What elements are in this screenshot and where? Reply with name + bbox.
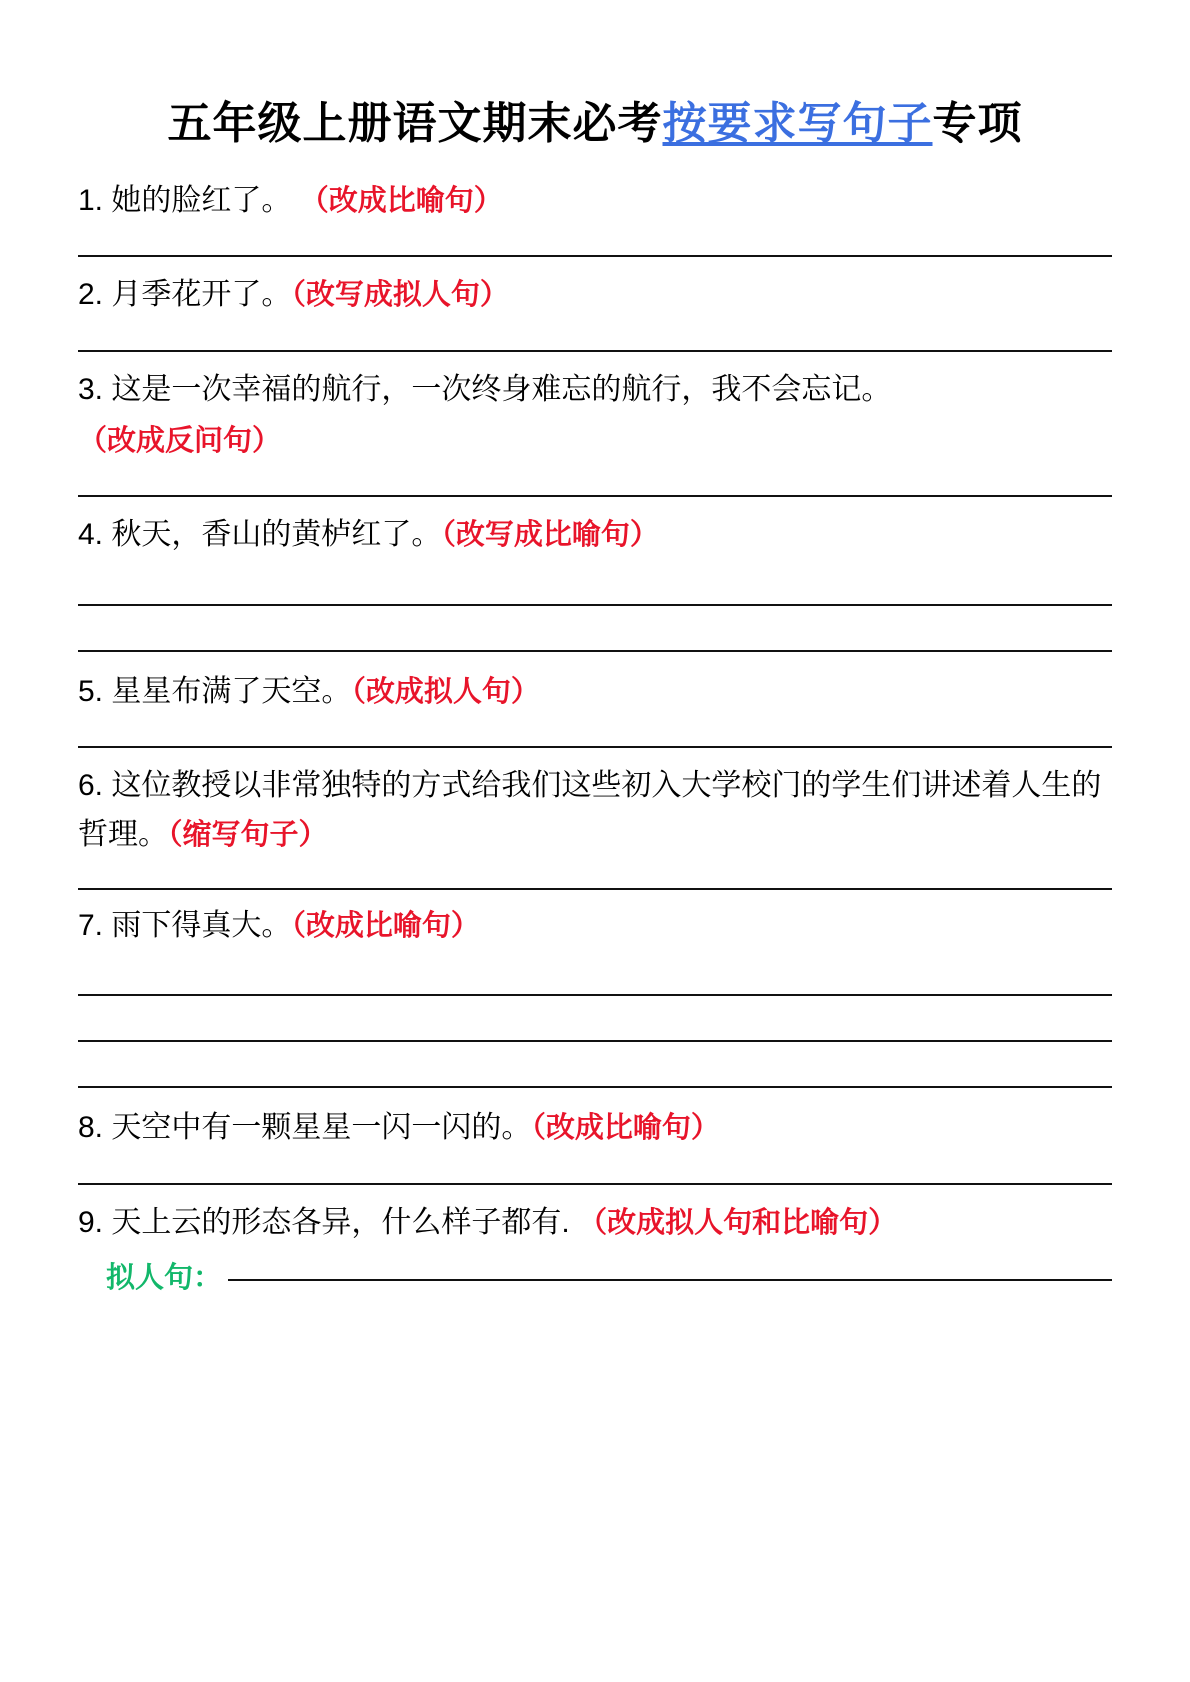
question-text-6 xyxy=(78,762,1112,859)
question-text-3 xyxy=(78,366,1112,415)
answer-line[interactable] xyxy=(78,1086,1112,1088)
answer-line[interactable] xyxy=(78,1040,1112,1042)
question-tag-line-3 xyxy=(78,417,1112,466)
question-tag-2: （改写成拟人句） xyxy=(291,279,509,312)
answer-line[interactable] xyxy=(78,1183,1112,1185)
question-text-1 xyxy=(78,177,1112,226)
question-item-8 xyxy=(78,1104,1112,1185)
answer-line[interactable] xyxy=(228,1279,1112,1281)
question-body-2: 月季花开了。 xyxy=(111,278,292,312)
title-suffix: 专项 xyxy=(932,99,1023,148)
answer-line[interactable] xyxy=(78,650,1112,652)
answer-lines-7 xyxy=(78,994,1112,1088)
question-item-9 xyxy=(78,1199,1112,1302)
question-number-4: 4. xyxy=(78,518,104,552)
answer-line[interactable] xyxy=(78,746,1112,748)
question-tag-3: （改成反问句） xyxy=(78,424,282,457)
sub-answer-label-9: 拟人句： xyxy=(106,1262,223,1295)
answer-line[interactable] xyxy=(78,350,1112,352)
question-body-4: 秋天，香山的黄栌红了。 xyxy=(111,518,442,552)
title-highlight: 按要求写句子 xyxy=(662,99,933,148)
question-number-5: 5. xyxy=(78,674,104,708)
question-number-6: 6. xyxy=(78,769,104,803)
answer-line[interactable] xyxy=(78,888,1112,890)
question-tag-4: （改写成比喻句） xyxy=(441,519,659,552)
question-body-8: 天空中有一颗星星一闪一闪的。 xyxy=(111,1111,532,1145)
question-item-6 xyxy=(78,762,1112,889)
answer-line[interactable] xyxy=(78,994,1112,996)
question-item-2 xyxy=(78,271,1112,352)
question-number-8: 8. xyxy=(78,1111,104,1145)
answer-line[interactable] xyxy=(78,255,1112,257)
question-body-9: 天上云的形态各异，什么样子都有. xyxy=(111,1205,570,1239)
question-tag-5: （改成拟人句） xyxy=(351,675,540,708)
answer-line[interactable] xyxy=(78,495,1112,497)
question-item-3 xyxy=(78,366,1112,497)
question-number-3: 3. xyxy=(78,372,104,406)
question-number-7: 7. xyxy=(78,908,104,942)
question-number-1: 1. xyxy=(78,183,104,217)
question-body-5: 星星布满了天空。 xyxy=(111,674,352,708)
title-prefix: 五年级上册语文期末必考 xyxy=(167,99,663,148)
answer-line[interactable] xyxy=(78,604,1112,606)
question-body-1: 她的脸红了。 xyxy=(111,183,292,217)
question-tag-9: （改成拟人句和比喻句） xyxy=(578,1206,898,1239)
question-tag-8: （改成比喻句） xyxy=(531,1112,720,1145)
question-number-9: 9. xyxy=(78,1205,104,1239)
question-item-1 xyxy=(78,177,1112,258)
question-tag-1: （改成比喻句） xyxy=(299,184,503,217)
question-item-4 xyxy=(78,511,1112,652)
question-text-2 xyxy=(78,271,1112,320)
question-text-5 xyxy=(78,668,1112,717)
sub-answer-row-9 xyxy=(106,1255,1112,1301)
question-body-3: 这是一次幸福的航行，一次终身难忘的航行，我不会忘记。 xyxy=(111,372,892,406)
question-text-8 xyxy=(78,1104,1112,1153)
question-number-2: 2. xyxy=(78,278,104,312)
question-item-7 xyxy=(78,902,1112,1089)
question-tag-7: （改成比喻句） xyxy=(291,909,480,942)
question-body-7: 雨下得真大。 xyxy=(111,908,292,942)
question-tag-6: （缩写句子） xyxy=(168,818,328,851)
question-text-4 xyxy=(78,511,1112,560)
question-text-9 xyxy=(78,1199,1112,1248)
page-title xyxy=(78,98,1112,151)
question-body-6: 这位教授以非常独特的方式给我们这些初入大学校门的学生们讲述着人生的哲理。 xyxy=(78,769,1102,851)
answer-lines-4 xyxy=(78,604,1112,652)
question-item-5 xyxy=(78,668,1112,749)
question-text-7 xyxy=(78,902,1112,951)
